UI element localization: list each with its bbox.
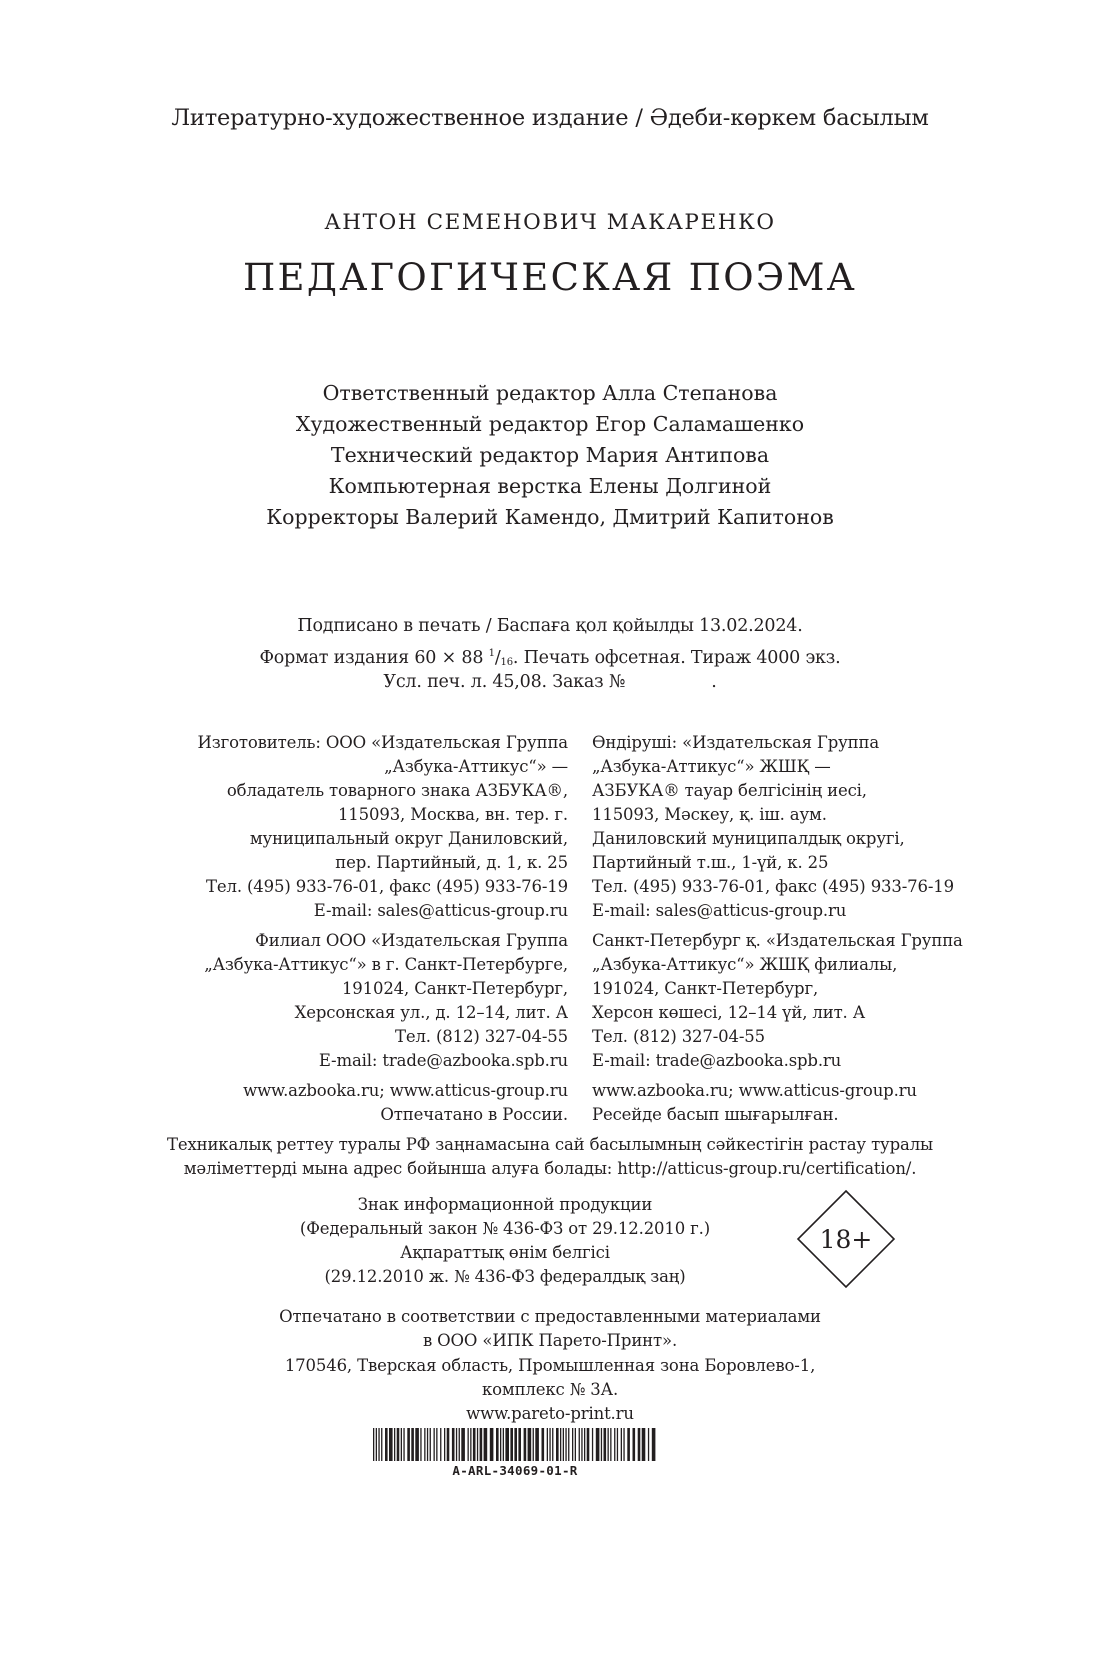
barcode-bar	[473, 1428, 476, 1461]
branch-ru-phone: Тел. (812) 327-04-55	[395, 1027, 568, 1046]
barcode-bar	[549, 1428, 550, 1461]
branch-ru-line: 191024, Санкт-Петербург,	[341, 979, 568, 998]
publisher-ru-line: Изготовитель: ООО «Издательская Группа	[197, 733, 568, 752]
barcode-bar	[563, 1428, 564, 1461]
publisher-kz-line: Даниловский муниципалдық округі,	[592, 829, 905, 848]
publisher-ru-column	[197, 731, 568, 1127]
publisher-ru-email: E-mail: sales@atticus-group.ru	[313, 901, 568, 920]
barcode-bar	[627, 1428, 630, 1461]
barcode	[373, 1428, 657, 1461]
barcode-bar	[470, 1428, 471, 1461]
branch-ru-line: „Азбука-Аттикус“» в г. Санкт-Петербурге,	[204, 955, 568, 974]
barcode-bar	[621, 1428, 622, 1461]
barcode-bar	[401, 1428, 402, 1461]
printer-website: www.pareto-print.ru	[466, 1404, 634, 1424]
barcode-bar	[542, 1428, 545, 1461]
barcode-bar	[503, 1428, 504, 1461]
barcode-bar	[477, 1428, 478, 1461]
credit-line: Ответственный редактор Алла Степанова	[322, 381, 778, 405]
barcode-bar	[376, 1428, 377, 1461]
format-suffix: . Печать офсетная. Тираж 4000 экз.	[512, 648, 841, 668]
barcode-bar	[430, 1428, 431, 1461]
barcode-number: A-ARL-34069-01-R	[452, 1463, 578, 1478]
publisher-ru-line: 115093, Москва, вн. тер. г.	[337, 805, 568, 824]
barcode-bar	[608, 1428, 609, 1461]
barcode-bar	[389, 1428, 393, 1461]
barcode-bar	[581, 1428, 582, 1461]
sheets-order-line	[0, 668, 1100, 696]
info-sign-line: Знак информационной продукции	[357, 1195, 653, 1214]
barcode-bar	[601, 1428, 602, 1461]
age-rating-diamond-icon	[796, 1189, 896, 1289]
branch-ru-line: Херсонская ул., д. 12–14, лит. А	[294, 1003, 568, 1022]
barcode-bar	[444, 1428, 445, 1461]
format-slash: /	[494, 648, 501, 668]
publisher-ru-line: муниципальный округ Даниловский,	[249, 829, 568, 848]
publisher-ru-line: пер. Партийный, д. 1, к. 25	[335, 853, 568, 872]
branch-kz-line: „Азбука-Аттикус“» ЖШҚ филиалы,	[592, 955, 898, 974]
printer-line: в ООО «ИПК Парето-Принт».	[422, 1331, 678, 1351]
publisher-kz-line: АЗБУКА® тауар белгісінің иесі,	[592, 781, 867, 800]
credit-line: Компьютерная верстка Елены Долгиной	[328, 474, 772, 498]
branch-kz-phone: Тел. (812) 327-04-55	[592, 1027, 765, 1046]
credit-line: Корректоры Валерий Камендо, Дмитрий Капитонов	[266, 505, 834, 529]
barcode-bar	[447, 1428, 450, 1461]
barcode-bar	[424, 1428, 425, 1461]
credit-line: Художественный редактор Егор Саламашенко	[295, 412, 805, 436]
barcode-bar	[459, 1428, 460, 1461]
barcode-bar	[373, 1428, 374, 1461]
barcode-bar	[397, 1428, 400, 1461]
barcode-bar	[535, 1428, 539, 1461]
barcode-bar	[381, 1428, 382, 1461]
barcode-bar	[434, 1428, 435, 1461]
barcode-bar	[642, 1428, 646, 1461]
barcode-bar	[436, 1428, 437, 1461]
websites-ru: www.azbooka.ru; www.atticus-group.ru	[243, 1081, 568, 1100]
publisher-ru-phone: Тел. (495) 933-76-01, факс (495) 933-76-19	[206, 877, 568, 896]
publisher-kz-line: Партийный т.ш., 1-үй, к. 25	[592, 853, 829, 872]
barcode-bar	[584, 1428, 585, 1461]
book-title: ПЕДАГОГИЧЕСКАЯ ПОЭМА	[242, 256, 857, 299]
barcode-bar	[610, 1428, 611, 1461]
barcode-bar	[415, 1428, 419, 1461]
barcode-bar	[648, 1428, 649, 1461]
branch-kz-line: Санкт-Петербург қ. «Издательская Группа	[592, 931, 963, 950]
printer-line: 170546, Тверская область, Промышленная зона Боровлево-1,	[284, 1355, 816, 1375]
barcode-bar	[403, 1428, 404, 1461]
barcode-bar	[456, 1428, 457, 1461]
barcode-bar	[394, 1428, 395, 1461]
barcode-bar	[378, 1428, 379, 1461]
printer-line: Отпечатано в соответствии с предоставленными материалами	[279, 1307, 821, 1326]
branch-ru-line: Филиал ООО «Издательская Группа	[255, 931, 568, 950]
printer-info	[0, 1305, 1100, 1426]
printed-in-russia-kz: Ресейде басып шығарылған.	[592, 1105, 839, 1124]
certification-note	[0, 1133, 1100, 1181]
sheets-order-text: Усл. печ. л. 45,08. Заказ №	[383, 672, 626, 692]
barcode-bar	[427, 1428, 428, 1461]
branch-kz-email: E-mail: trade@azbooka.spb.ru	[592, 1051, 842, 1070]
branch-ru-email: E-mail: trade@azbooka.spb.ru	[318, 1051, 568, 1070]
publisher-kz-column	[592, 731, 963, 1127]
barcode-bar	[533, 1428, 534, 1461]
barcode-bar	[500, 1428, 501, 1461]
barcode-bar	[440, 1428, 441, 1461]
barcode-bar	[617, 1428, 618, 1461]
barcode-bar	[484, 1428, 488, 1461]
barcode-bar	[587, 1428, 590, 1461]
author-name: АНТОН СЕМЕНОВИЧ МАКАРЕНКО	[324, 210, 776, 235]
barcode-bar	[579, 1428, 580, 1461]
barcode-bar	[604, 1428, 607, 1461]
certification-line: мәліметтерді мына адрес бойынша алуға болады: http://atticus-group.ru/certification/.	[183, 1159, 917, 1178]
barcode-bar	[496, 1428, 499, 1461]
barcode-bar	[560, 1428, 561, 1461]
barcode-bar	[468, 1428, 469, 1461]
credit-line: Технический редактор Мария Антипова	[330, 443, 770, 467]
barcode-bar	[633, 1428, 636, 1461]
format-numerator: 1	[488, 648, 495, 659]
barcode-bar	[565, 1428, 566, 1461]
info-sign-line: (Федеральный закон № 436-ФЗ от 29.12.2010 г.)	[299, 1219, 711, 1238]
certification-line: Техникалық реттеу туралы РФ заңнамасына сай басылымның сәйкестігін растау туралы	[166, 1135, 934, 1154]
barcode-bar	[592, 1428, 593, 1461]
barcode-bar	[623, 1428, 624, 1461]
sheets-order-end: .	[711, 672, 717, 692]
signed-to-print: Подписано в печать / Баспаға қол қойылды 13.02.2024.	[297, 616, 803, 636]
barcode-bar	[461, 1428, 465, 1461]
edition-type: Литературно-художественное издание / Әдеби-көркем басылым	[171, 105, 929, 131]
websites-kz: www.azbooka.ru; www.atticus-group.ru	[592, 1081, 917, 1100]
format-prefix: Формат издания 60 × 88	[259, 648, 484, 668]
publisher-kz-phone: Тел. (495) 933-76-01, факс (495) 933-76-19	[592, 877, 954, 896]
barcode-bar	[411, 1428, 414, 1461]
publisher-ru-line: обладатель товарного знака АЗБУКА®,	[226, 781, 568, 800]
barcode-bar	[505, 1428, 509, 1461]
publisher-ru-line: „Азбука-Аттикус“» —	[384, 757, 568, 776]
barcode-bar	[510, 1428, 513, 1461]
format-fraction	[489, 648, 513, 668]
barcode-bar	[572, 1428, 573, 1461]
credits-block	[0, 378, 1100, 533]
format-denominator: 16	[500, 657, 513, 668]
publisher-kz-line: Өндіруші: «Издательская Группа	[592, 733, 880, 752]
print-info-block	[0, 612, 1100, 696]
barcode-bar	[407, 1428, 410, 1461]
barcode-bar	[638, 1428, 641, 1461]
barcode-bar	[528, 1428, 532, 1461]
barcode-bar	[596, 1428, 600, 1461]
barcode-bar	[552, 1428, 553, 1461]
info-sign-line: (29.12.2010 ж. № 436-ФЗ федералдық заң)	[324, 1267, 686, 1286]
barcode-bar	[547, 1428, 548, 1461]
barcode-bar	[385, 1428, 388, 1461]
barcode-bar	[514, 1428, 517, 1461]
format-line	[0, 640, 1100, 668]
barcode-bar	[614, 1428, 615, 1461]
printer-line: комплекс № 3А.	[481, 1379, 619, 1399]
barcode-bar	[568, 1428, 569, 1461]
printed-in-russia: Отпечатано в России.	[380, 1105, 568, 1124]
branch-kz-line: 191024, Санкт-Петербург,	[592, 979, 819, 998]
barcode-bar	[480, 1428, 483, 1461]
publisher-kz-line: 115093, Мәскеу, қ. іш. аум.	[592, 805, 827, 824]
barcode-bar	[652, 1428, 656, 1461]
barcode-bar	[518, 1428, 521, 1461]
publisher-kz-line: „Азбука-Аттикус“» ЖШҚ —	[592, 757, 831, 776]
age-rating-label: 18+	[819, 1225, 873, 1254]
barcode-bar	[524, 1428, 527, 1461]
publisher-kz-email: E-mail: sales@atticus-group.ru	[592, 901, 847, 920]
barcode-bar	[452, 1428, 455, 1461]
barcode-bar	[420, 1428, 421, 1461]
branch-kz-line: Херсон көшесі, 12–14 үй, лит. А	[592, 1003, 866, 1022]
info-sign-line: Ақпараттық өнім белгісі	[400, 1243, 610, 1262]
barcode-bar	[556, 1428, 559, 1461]
barcode-bar	[575, 1428, 576, 1461]
age-rating-badge	[796, 1189, 896, 1289]
barcode-bar	[490, 1428, 494, 1461]
